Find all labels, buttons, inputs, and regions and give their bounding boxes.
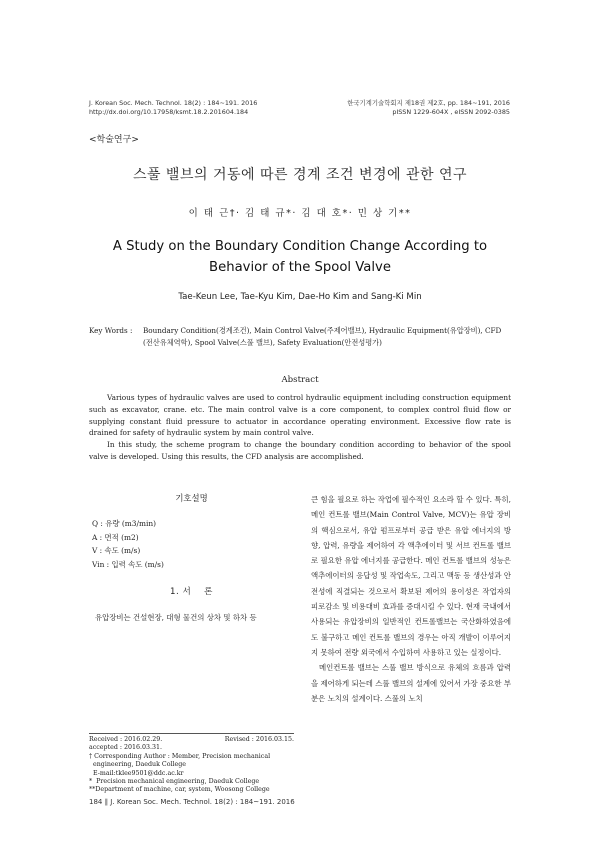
- nomenclature-item: A : 면적 (m2): [92, 532, 139, 542]
- keywords-block: [89, 325, 529, 348]
- affiliation-1: * Precision mechanical engineering, Daeduk College: [89, 778, 260, 786]
- introduction-text: 유압장비는 건설현장, 대형 물건의 상차 및 하차 등: [95, 613, 257, 623]
- left-column: [89, 492, 294, 624]
- nomenclature-item: Vin : 입력 속도 (m/s): [92, 559, 164, 569]
- page-footer: 184 ∥ J. Korean Soc. Mech. Technol. 18(2) : 184~191. 2016: [89, 798, 295, 806]
- keywords-label: Key Words :: [89, 326, 133, 335]
- right-column: [311, 492, 511, 706]
- abstract-body: [89, 392, 511, 463]
- issn-line: pISSN 1229-604X , eISSN 2092-0385: [392, 108, 510, 116]
- authors-korean: 이 태 근†· 김 태 규*· 김 대 호*· 민 상 기**: [188, 208, 412, 219]
- journal-issn-header: [347, 99, 510, 117]
- corresponding-author: † Corresponding Author : Member, Precision mechanical: [89, 752, 271, 760]
- author-email[interactable]: E-mail:tklee9501@ddc.ac.kr: [89, 769, 184, 777]
- nomenclature-title: 기호설명: [175, 493, 208, 503]
- journal-volume-kr: 한국기계기술학회지 제18권 제2호, pp. 184~191, 2016: [347, 99, 510, 107]
- journal-citation: J. Korean Soc. Mech. Technol. 18(2) : 184~191. 2016: [89, 99, 258, 107]
- abstract-paragraph-2: In this study, the scheme program to change the boundary condition according to behavior of the spool valve is developed. Using this results, the CFD analysis are accomplished.: [89, 440, 511, 461]
- received-date: Received : 2016.02.29.: [89, 736, 163, 743]
- abstract-title: Abstract: [281, 375, 319, 385]
- footnotes: [89, 733, 294, 795]
- title-en-line2: Behavior of the Spool Valve: [209, 260, 391, 275]
- nomenclature-item: V : 속도 (m/s): [92, 546, 141, 556]
- revised-date: Revised : 2016.03.15.: [224, 736, 294, 743]
- affiliation-2: **Department of machine, car, system, Woosong College: [89, 786, 270, 794]
- accepted-date: accepted : 2016.03.31.: [89, 744, 163, 752]
- journal-citation-header: [89, 99, 257, 117]
- abstract-paragraph-1: Various types of hydraulic valves are used to control hydraulic equipment including construction equipment such as excavator, crane. etc. The main control valve is a core component, to complex control fluid flow or supplying constant fluid pressure to actuator in accordance operating environment. Excessive flow rate is drained for safety of hydraulic system by main control valve.: [89, 393, 511, 438]
- body-paragraph-2: 메인컨트롤 밸브는 스풀 밸브 방식으로 유체의 흐름과 압력을 제어하게 되는데 스풀 밸브의 설계에 있어서 가장 중요한 부분은 노치의 설계이다. 스풀의 노치: [311, 663, 511, 703]
- nomenclature-list: [89, 517, 294, 571]
- nomenclature-item: Q : 유량 (m3/min): [92, 519, 156, 528]
- paper-title-korean: 스풀 밸브의 거동에 따른 경계 조건 변경에 관한 연구: [132, 167, 468, 183]
- corresponding-affiliation: engineering, Daeduk College: [89, 761, 187, 769]
- keywords-line1: Boundary Condition(경계조건), Main Control Valve(주제어밸브), Hydraulic Equipment(유압장비), CFD: [143, 326, 502, 335]
- title-en-line1: A Study on the Boundary Condition Change According to: [112, 239, 488, 254]
- doi-link[interactable]: http://dx.doi.org/10.17958/ksmt.18.2.201604.184: [89, 108, 249, 116]
- section-tag: <학술연구>: [89, 135, 139, 145]
- authors-english: Tae-Keun Lee, Tae-Kyu Kim, Dae-Ho Kim and Sang-Ki Min: [178, 292, 422, 302]
- paper-title-english: [0, 236, 600, 278]
- introduction-heading: 1. 서 론: [170, 587, 213, 598]
- body-paragraph-1: 큰 힘을 필요로 하는 작업에 필수적인 요소라 할 수 있다. 특히, 메인 컨트롤 밸브(Main Control Valve, MCV)는 유압 장비의 핵심으로서, 유압 펌프로부터 공급 받은 유압 에너지의 방향, 압력, 유량을 제어하여 각 액추에이터 및 서브 컨트롤 밸브로 필요한 유압 에너지를 공급한다. 메인 컨트롤 밸브의 성능은 액추에이터의 응답성 및 작업속도, 그리고 맥동 등 생산성과 안전성에 직결되는 것으로서 확보된 제어의 용이성은 작업자의 피로감소 및 비용대비 효과를 증대시킬 수 있다. 현재 국내에서 사용되는 유압장비의 일반적인 컨트롤밸브는 국산화하였음에도 불구하고 메인 컨트롤 밸브의 경우는 아직 개발이 이루어지지 못하여 전량 외국에서 수입하여 사용하고 있는 실정이다.: [311, 495, 511, 657]
- keywords-line2: (전산유체역학), Spool Valve(스풀 밸브), Safety Evaluation(안전성평가): [143, 337, 382, 347]
